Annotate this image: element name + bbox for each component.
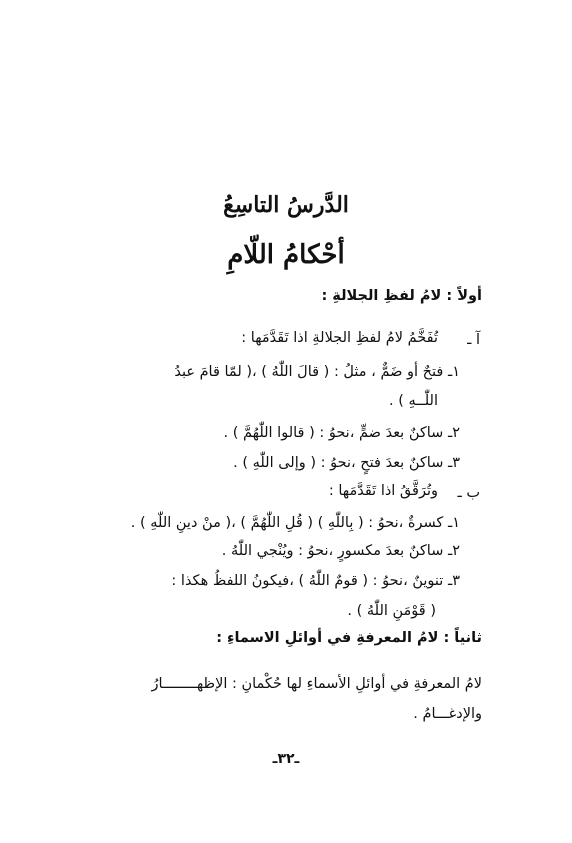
part-a-heading: تُفَخَّمُ لامُ لفظِ الجلالةِ اذا تَقَدَّمَها : [241,330,438,346]
paragraph-line-2: والإدغـــامُ . [413,706,482,722]
lesson-title: الدَّرسُ التاسِعُ [223,192,349,218]
part-b-item-3-line-2: ( قَوْمَنِ اللّٰهُ ) . [347,603,436,619]
page-number: ـ٣٢ـ [272,751,300,767]
part-a-marker: آ ـ [467,332,480,348]
part-a-item-1-line-1: ١ـ فتحٌ أو ضَمٌّ ، مثلُ : ( قالَ اللّٰهُ ) ،( لمّا قامَ عبدُ [174,364,460,380]
part-b-item-3-line-1: ٣ـ تنوينٌ ،نحوُ : ( قومٌ اللّٰهُ ) ،فيكونُ اللفظُ هكذا : [171,573,460,589]
part-b-heading: وتُرَقَّقُ اذا تَقَدَّمَها : [328,483,438,499]
part-b-item-2: ٢ـ ساكنٌ بعدَ مكسورٍ ،نحوُ : ويُنْجي اللّٰهُ . [221,543,460,559]
part-b-item-1: ١ـ كسرةٌ ،نحوُ : ( بِاللّٰهِ ) ( قُلِ اللّٰهُمَّ ) ،( منْ دينِ اللّٰهِ ) . [130,515,460,531]
section-two-heading: ثانياً : لامُ المعرفةِ في أوائلِ الاسماءِ : [216,630,482,646]
part-b-marker: ب ـ [457,485,480,501]
lesson-subtitle: أحْكامُ اللّامِ [227,240,345,270]
paragraph-line-1: لامُ المعرفةِ في أوائلِ الأسماءِ لها حُكْمانِ : الإظهــــــــارُ [151,676,482,692]
section-one-heading: أولاً : لامُ لفظِ الجلالةِ : [321,288,482,304]
part-a-item-3: ٣ـ ساكنٌ بعدَ فتحٍ ،نحوُ : ( وإلى اللّٰهِ ) . [233,455,460,471]
part-a-item-2: ٢ـ ساكنٌ بعدَ ضمٍّ ،نحوُ : ( قالوا اللّٰهُمَّ ) . [223,425,460,441]
part-a-item-1-line-2: اللّٰــهِ ) . [388,393,438,409]
